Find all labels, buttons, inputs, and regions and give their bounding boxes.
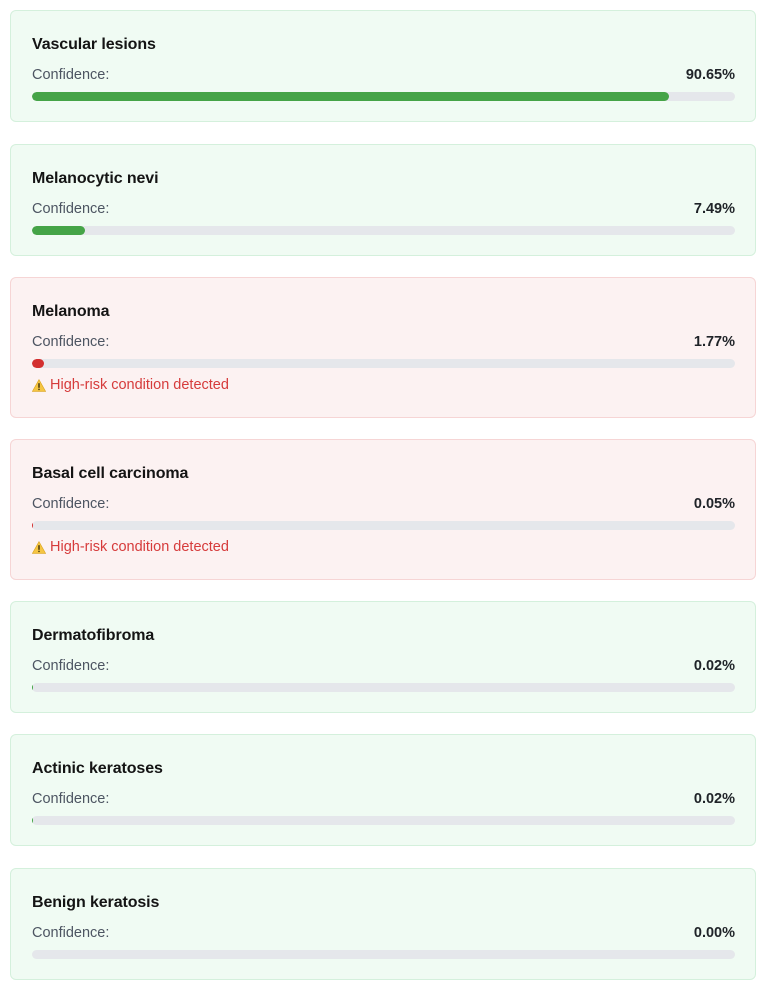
confidence-bar-fill <box>32 816 33 825</box>
confidence-value: 0.05% <box>693 496 735 512</box>
confidence-bar-fill <box>32 92 669 101</box>
warning-triangle-icon <box>32 379 46 392</box>
confidence-bar <box>32 950 735 959</box>
confidence-bar <box>32 816 735 825</box>
confidence-bar <box>32 683 735 692</box>
confidence-bar-fill <box>32 521 33 530</box>
prediction-title: Basal cell carcinoma <box>32 465 189 482</box>
warning-triangle-icon <box>32 541 46 554</box>
confidence-value: 1.77% <box>693 334 735 350</box>
confidence-label: Confidence: <box>32 496 110 512</box>
confidence-bar <box>32 521 735 530</box>
prediction-title: Actinic keratoses <box>32 760 163 777</box>
confidence-value: 0.00% <box>693 925 735 941</box>
confidence-value: 0.02% <box>693 658 735 674</box>
prediction-title: Benign keratosis <box>32 894 160 911</box>
prediction-title: Vascular lesions <box>32 36 156 53</box>
prediction-title: Melanocytic nevi <box>32 170 159 187</box>
prediction-title: Melanoma <box>32 303 110 320</box>
prediction-card-vascular-lesions <box>10 10 756 122</box>
confidence-bar-fill <box>32 359 44 368</box>
high-risk-warning <box>32 539 229 555</box>
confidence-value: 7.49% <box>693 201 735 217</box>
warning-text: High-risk condition detected <box>50 539 229 555</box>
high-risk-warning <box>32 377 229 393</box>
confidence-label: Confidence: <box>32 925 110 941</box>
confidence-bar <box>32 92 735 101</box>
prediction-card-actinic-keratoses <box>10 734 756 846</box>
prediction-card-basal-cell-carcinoma <box>10 439 756 580</box>
prediction-title: Dermatofibroma <box>32 627 155 644</box>
warning-text: High-risk condition detected <box>50 377 229 393</box>
confidence-label: Confidence: <box>32 67 110 83</box>
confidence-value: 0.02% <box>693 791 735 807</box>
prediction-card-melanoma <box>10 277 756 418</box>
confidence-label: Confidence: <box>32 658 110 674</box>
confidence-label: Confidence: <box>32 334 110 350</box>
confidence-bar-fill <box>32 683 33 692</box>
confidence-bar <box>32 359 735 368</box>
prediction-card-melanocytic-nevi <box>10 144 756 256</box>
confidence-label: Confidence: <box>32 201 110 217</box>
prediction-card-benign-keratosis <box>10 868 756 980</box>
confidence-bar <box>32 226 735 235</box>
confidence-label: Confidence: <box>32 791 110 807</box>
prediction-card-dermatofibroma <box>10 601 756 713</box>
confidence-bar-fill <box>32 226 85 235</box>
confidence-value: 90.65% <box>685 67 735 83</box>
